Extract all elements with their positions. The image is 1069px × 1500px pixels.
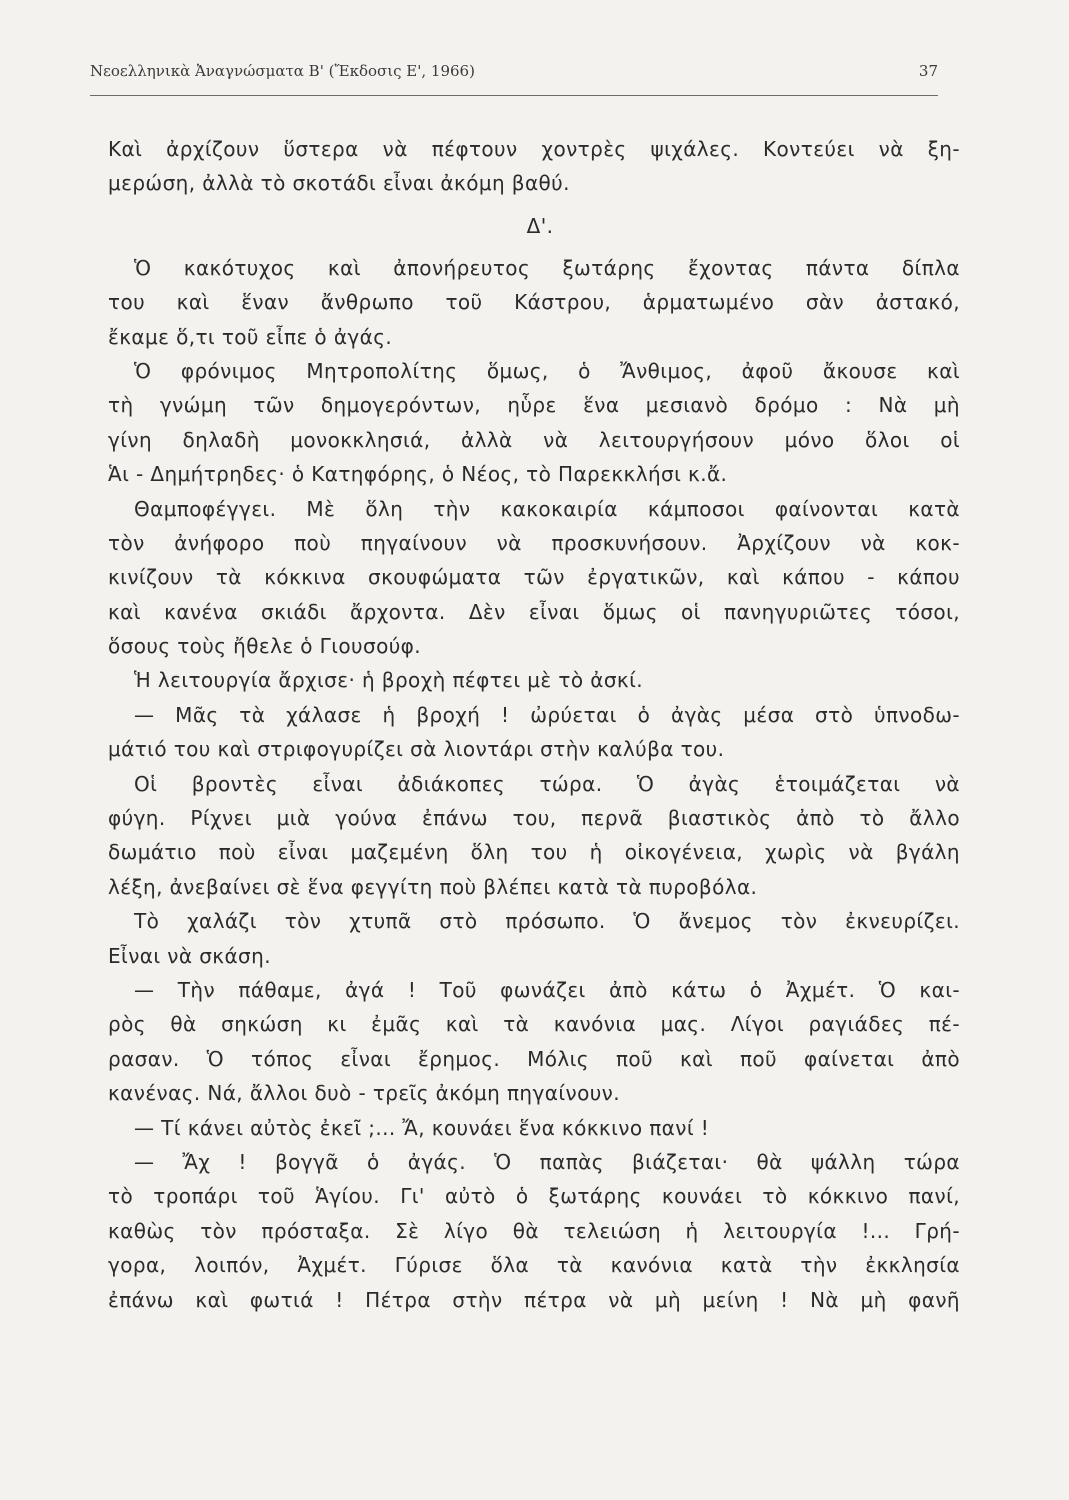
text-body xyxy=(108,132,960,1317)
page-number: 37 xyxy=(918,62,938,80)
text-line: ἐπάνω καὶ φωτιά ! Πέτρα στὴν πέτρα νὰ μὴ μείνη ! Νὰ μὴ φανῆ xyxy=(108,1287,960,1312)
text-line: τὸ τροπάρι τοῦ Ἁγίου. Γι' αὐτὸ ὁ ξωτάρης κουνάει τὸ κόκκινο πανί, xyxy=(108,1184,960,1209)
section-heading: Δ'. xyxy=(526,213,554,238)
text-line: Θαμποφέγγει. Μὲ ὅλη τὴν κακοκαιρία κάμποσοι φαίνονται κατὰ xyxy=(134,496,960,521)
text-line: Καὶ ἀρχίζουν ὕστερα νὰ πέφτουν χοντρὲς ψιχάλες. Κοντεύει νὰ ξη- xyxy=(108,137,960,161)
text-line: καθὼς τὸν πρόσταξα. Σὲ λίγο θὰ τελειώση ἡ λειτουργία !... Γρή- xyxy=(108,1218,960,1243)
text-line: τὴ γνώμη τῶν δημογερόντων, ηὗρε ἕνα μεσιανὸ δρόμο : Νὰ μὴ xyxy=(108,393,960,418)
text-line: γίνη δηλαδὴ μονοκκλησιά, ἀλλὰ νὰ λειτουργήσουν μόνο ὅλοι οἱ xyxy=(108,427,960,452)
text-line: — Τί κάνει αὐτὸς ἐκεῖ ;... Ἄ, κουνάει ἕνα κόκκινο πανί ! xyxy=(134,1115,710,1140)
text-line: ρὸς θὰ σηκώση κι ἐμᾶς καὶ τὰ κανόνια μας. Λίγοι ραγιάδες πέ- xyxy=(108,1012,960,1037)
text-line: μάτιό του καὶ στριφογυρίζει σὰ λιοντάρι στὴν καλύβα του. xyxy=(108,737,725,762)
header-rule xyxy=(90,95,938,96)
text-line: ἔκαμε ὅ,τι τοῦ εἶπε ὁ ἀγάς. xyxy=(108,324,393,349)
book-title: Νεοελληνικὰ Ἀναγνώσματα Β' (Ἔκδοσις Ε', 1966) xyxy=(90,62,475,80)
text-line: κινίζουν τὰ κόκκινα σκουφώματα τῶν ἐργατικῶν, καὶ κάπου - κάπου xyxy=(108,565,960,590)
text-line: ὅσους τοὺς ἤθελε ὁ Γιουσούφ. xyxy=(108,634,422,659)
text-line: Ὁ φρόνιμος Μητροπολίτης ὅμως, ὁ Ἄνθιμος, ἀφοῦ ἄκουσε καὶ xyxy=(134,358,960,383)
text-line: λέξη, ἀνεβαίνει σὲ ἕνα φεγγίτη ποὺ βλέπει κατὰ τὰ πυροβόλα. xyxy=(108,874,758,899)
text-line: του καὶ ἕναν ἄνθρωπο τοῦ Κάστρου, ἁρματωμένο σὰν ἀστακό, xyxy=(108,290,960,315)
text-line: κανένας. Νά, ἄλλοι δυὸ - τρεῖς ἀκόμη πηγαίνουν. xyxy=(108,1081,621,1106)
text-line: Ἡ λειτουργία ἄρχισε· ἡ βροχὴ πέφτει μὲ τὸ ἀσκί. xyxy=(134,668,644,693)
running-header xyxy=(90,62,938,80)
text-line: Οἱ βροντὲς εἶναι ἀδιάκοπες τώρα. Ὁ ἀγὰς ἑτοιμάζεται νὰ xyxy=(134,771,960,796)
text-line: — Τὴν πάθαμε, ἀγά ! Τοῦ φωνάζει ἀπὸ κάτω ὁ Ἀχμέτ. Ὁ και- xyxy=(134,977,960,1002)
text-line: Εἶναι νὰ σκάση. xyxy=(108,943,271,968)
text-line: Ἁι - Δημήτρηδες· ὁ Κατηφόρης, ὁ Νέος, τὸ Παρεκκλήσι κ.ἄ. xyxy=(108,462,728,487)
text-line: γορα, λοιπόν, Ἀχμέτ. Γύρισε ὅλα τὰ κανόνια κατὰ τὴν ἐκκλησία xyxy=(108,1253,960,1278)
text-line: δωμάτιο ποὺ εἶναι μαζεμένη ὅλη του ἡ οἰκογένεια, χωρὶς νὰ βγάλη xyxy=(108,840,960,865)
text-line: — Μᾶς τὰ χάλασε ἡ βροχή ! ὠρύεται ὁ ἀγὰς μέσα στὸ ὑπνοδω- xyxy=(134,702,960,727)
text-line: Τὸ χαλάζι τὸν χτυπᾶ στὸ πρόσωπο. Ὁ ἄνεμος τὸν ἐκνευρίζει. xyxy=(134,909,960,934)
text-line: ρασαν. Ὁ τόπος εἶναι ἔρημος. Μόλις ποῦ καὶ ποῦ φαίνεται ἀπὸ xyxy=(108,1046,960,1071)
text-line: φύγη. Ρίχνει μιὰ γούνα ἐπάνω του, περνᾶ βιαστικὸς ἀπὸ τὸ ἄλλο xyxy=(108,806,960,831)
text-line: μερώση, ἀλλὰ τὸ σκοτάδι εἶναι ἀκόμη βαθύ. xyxy=(108,171,570,196)
text-line: καὶ κανένα σκιάδι ἄρχοντα. Δὲν εἶναι ὅμως οἱ πανηγυριῶτες τόσοι, xyxy=(108,599,960,624)
text-line: Ὁ κακότυχος καὶ ἀπονήρευτος ξωτάρης ἔχοντας πάντα δίπλα xyxy=(134,255,960,280)
text-line: — Ἄχ ! βογγᾶ ὁ ἀγάς. Ὁ παπὰς βιάζεται· θὰ ψάλλη τώρα xyxy=(134,1149,960,1174)
text-line: τὸν ἀνήφορο ποὺ πηγαίνουν νὰ προσκυνήσουν. Ἀρχίζουν νὰ κοκ- xyxy=(108,530,960,555)
